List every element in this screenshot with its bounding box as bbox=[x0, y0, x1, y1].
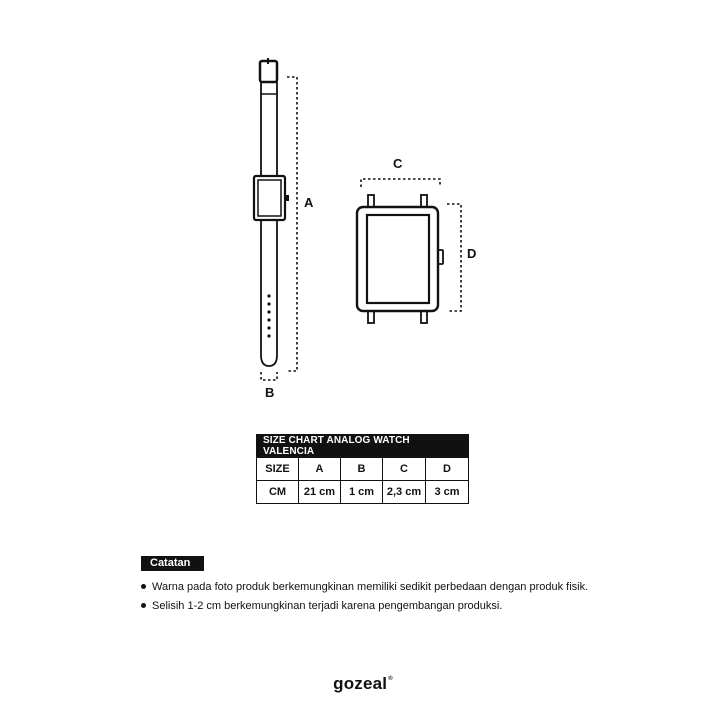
bullet-icon bbox=[141, 603, 146, 608]
dimension-a-line bbox=[287, 77, 297, 371]
watch-face bbox=[258, 180, 281, 216]
dimension-a-label: A bbox=[304, 195, 314, 210]
value-cell-b: 1 cm bbox=[341, 481, 383, 504]
size-chart-value-row bbox=[257, 481, 469, 504]
header-cell-d: D bbox=[426, 458, 469, 481]
buckle-shape bbox=[260, 61, 277, 82]
header-cell-b: B bbox=[341, 458, 383, 481]
lower-strap bbox=[261, 220, 277, 366]
size-chart-title: SIZE CHART ANALOG WATCH VALENCIA bbox=[257, 435, 469, 458]
watch-case-diagram bbox=[350, 165, 470, 330]
note-item bbox=[141, 581, 588, 593]
dimension-b-label: B bbox=[265, 385, 275, 400]
brand-logo bbox=[0, 674, 726, 694]
value-cell-unit: CM bbox=[257, 481, 299, 504]
header-cell-a: A bbox=[299, 458, 341, 481]
size-chart-header-row bbox=[257, 458, 469, 481]
dimension-b-line bbox=[261, 372, 277, 380]
dimension-c-line bbox=[361, 179, 440, 187]
watch-strap-diagram bbox=[240, 55, 330, 390]
note-text: Warna pada foto produk berkemungkinan memiliki sedikit perbedaan dengan produk fisik. bbox=[152, 581, 589, 593]
value-cell-a: 21 cm bbox=[299, 481, 341, 504]
dimension-d-label: D bbox=[467, 246, 477, 261]
brand-name: gozeal bbox=[333, 674, 388, 693]
header-cell-c: C bbox=[383, 458, 426, 481]
header-cell-size: SIZE bbox=[257, 458, 299, 481]
case-crown bbox=[438, 250, 443, 264]
size-chart-table bbox=[256, 434, 469, 504]
value-cell-d: 3 cm bbox=[426, 481, 469, 504]
strap-holes bbox=[267, 294, 270, 337]
dimension-c-label: C bbox=[393, 156, 403, 171]
value-cell-c: 2,3 cm bbox=[383, 481, 426, 504]
watch-crown bbox=[285, 195, 289, 201]
case-outline bbox=[357, 207, 438, 311]
dimension-d-line bbox=[447, 204, 461, 311]
bullet-icon bbox=[141, 584, 146, 589]
note-text: Selisih 1-2 cm berkemungkinan terjadi karena pengembangan produksi. bbox=[152, 600, 503, 612]
notes-heading: Catatan bbox=[141, 556, 204, 571]
upper-strap bbox=[261, 82, 277, 176]
note-item bbox=[141, 600, 502, 612]
registered-mark: ® bbox=[388, 676, 393, 682]
size-chart-title-row bbox=[257, 435, 469, 458]
